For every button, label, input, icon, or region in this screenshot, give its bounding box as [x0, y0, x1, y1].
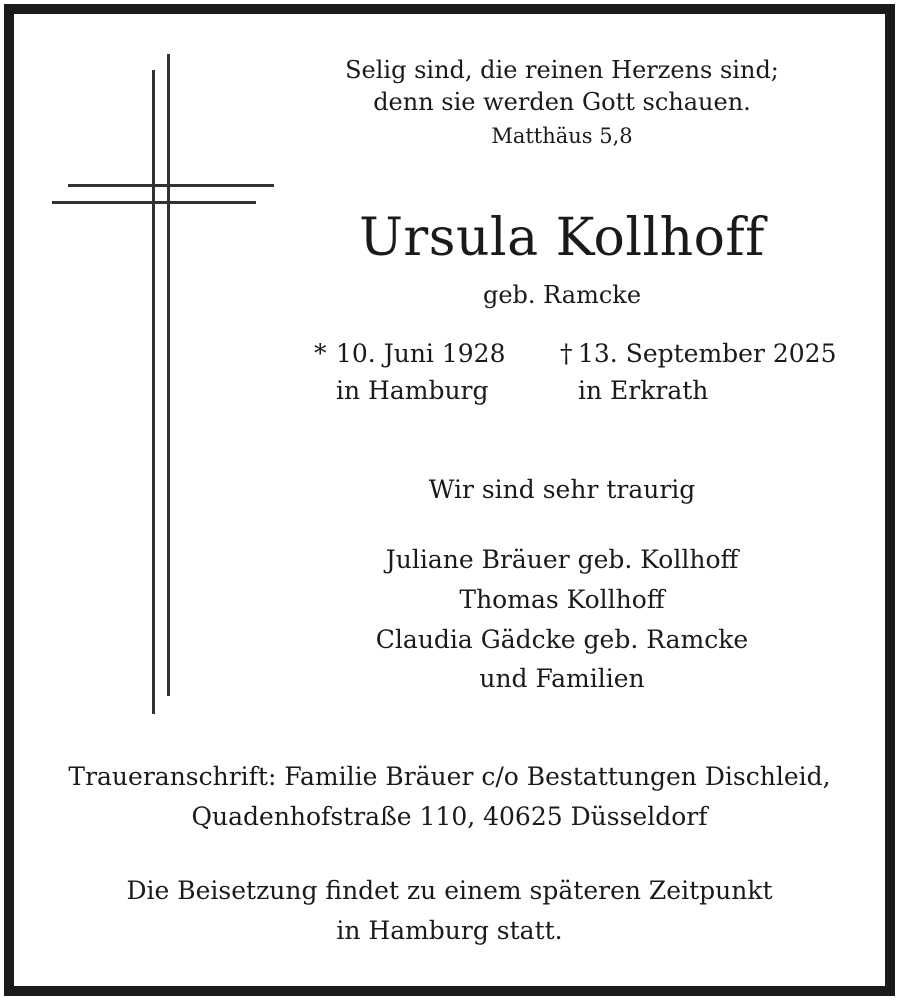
bible-verse-line-1: Selig sind, die reinen Herzens sind;: [345, 56, 779, 84]
mourner-line: Claudia Gädcke geb. Ramcke: [375, 625, 749, 654]
cross-vertical-bar-left: [152, 70, 155, 714]
deceased-name: Ursula Kollhoff: [359, 208, 765, 268]
cross-horizontal-bar-bottom: [52, 201, 256, 204]
cross-horizontal-bar-top: [68, 184, 274, 187]
mourner-line: Juliane Bräuer geb. Kollhoff: [385, 545, 739, 574]
death-symbol: †: [560, 339, 573, 368]
mourning-address-line-2: Quadenhofstraße 110, 40625 Düsseldorf: [191, 802, 708, 831]
mourning-address-line-1: Traueranschrift: Familie Bräuer c/o Bestattungen Dischleid,: [68, 762, 831, 791]
death-place: in Erkrath: [578, 376, 709, 405]
deceased-maiden-name: geb. Ramcke: [482, 281, 642, 309]
mourner-line: und Familien: [479, 664, 645, 693]
mourning-text: Wir sind sehr traurig: [428, 475, 696, 504]
bible-verse-reference: Matthäus 5,8: [491, 124, 633, 148]
birth-date: 10. Juni 1928: [336, 339, 506, 368]
birth-place: in Hamburg: [336, 376, 489, 405]
death-date: 13. September 2025: [578, 339, 837, 368]
mourner-line: Thomas Kollhoff: [459, 585, 665, 614]
funeral-note-line-2: in Hamburg statt.: [336, 916, 563, 945]
cross-vertical-bar-right: [167, 54, 170, 696]
birth-symbol: *: [314, 339, 327, 368]
cross-icon: [52, 54, 274, 716]
funeral-note-line-1: Die Beisetzung findet zu einem späteren Zeitpunkt: [126, 876, 773, 905]
bible-verse-line-2: denn sie werden Gott schauen.: [373, 88, 751, 116]
